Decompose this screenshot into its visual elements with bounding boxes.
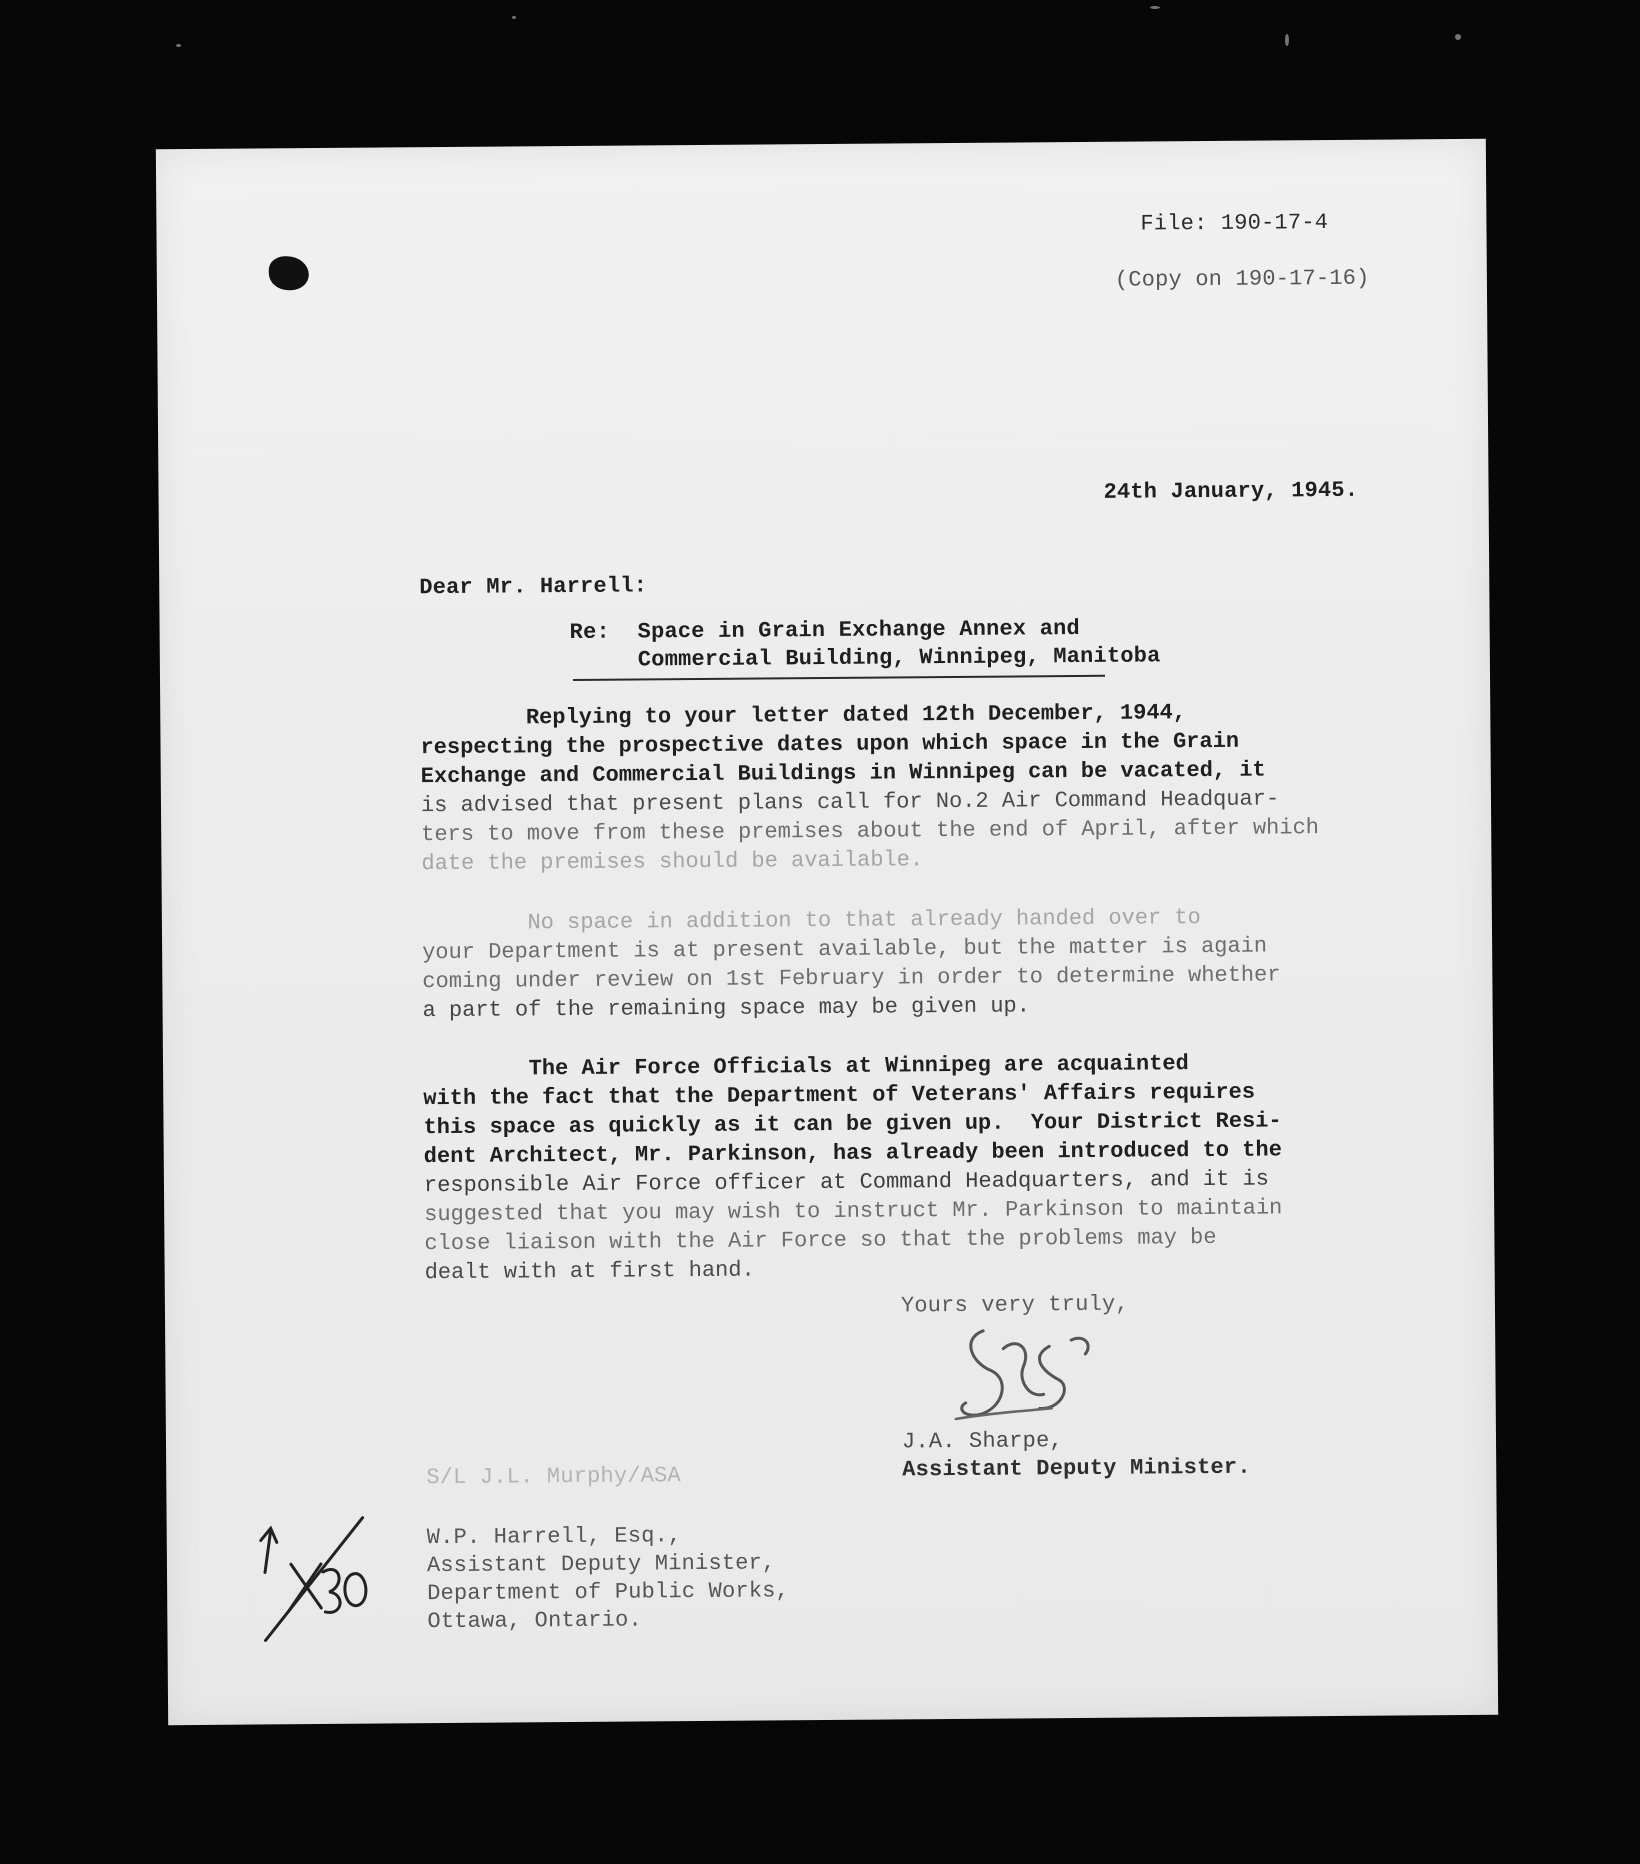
copy-note: (Copy on 190-17-16) xyxy=(1114,265,1370,293)
paragraph-line: Exchange and Commercial Buildings in Winnipeg can be vacated, it xyxy=(420,757,1266,790)
paragraph-line: close liaison with the Air Force so that the problems may be xyxy=(424,1224,1217,1257)
addressee-line-4: Ottawa, Ontario. xyxy=(427,1607,642,1635)
subject-underline xyxy=(573,675,1105,681)
paragraph-line: ters to move from these premises about the end of April, after which xyxy=(421,815,1320,848)
paragraph-line: dent Architect, Mr. Parkinson, has already been introduced to the xyxy=(423,1137,1282,1170)
paragraph-line: date the premises should be available. xyxy=(421,847,924,877)
letter-sheet xyxy=(156,139,1498,1725)
paragraph-line: The Air Force Officials at Winnipeg are acquainted xyxy=(422,1051,1189,1083)
paragraph-line: dealt with at first hand. xyxy=(424,1257,755,1286)
addressee-line-2: Assistant Deputy Minister, xyxy=(426,1550,776,1579)
addressee-line-1: W.P. Harrell, Esq., xyxy=(426,1523,682,1551)
re-subject-line-1: Space in Grain Exchange Annex and xyxy=(637,616,1081,645)
re-label: Re: xyxy=(569,619,610,646)
reference-initials: S/L J.L. Murphy/ASA xyxy=(426,1463,682,1491)
closing: Yours very truly, xyxy=(900,1291,1129,1319)
paragraph-line: with the fact that the Department of Veterans' Affairs requires xyxy=(423,1079,1256,1112)
salutation: Dear Mr. Harrell: xyxy=(419,573,648,601)
scan-dust xyxy=(512,16,516,19)
paragraph-line: responsible Air Force officer at Command Headquarters, and it is xyxy=(423,1166,1269,1199)
paragraph-3 xyxy=(423,1048,1385,1288)
addressee-line-3: Department of Public Works, xyxy=(427,1578,790,1607)
paragraph-1 xyxy=(420,697,1381,879)
ink-blot-mark xyxy=(269,256,309,290)
handwritten-margin-mark xyxy=(245,1511,386,1652)
paragraph-line: is advised that present plans call for No.2 Air Command Headquar- xyxy=(420,786,1280,819)
scan-dust xyxy=(176,44,181,47)
re-subject-line-2: Commercial Building, Winnipeg, Manitoba xyxy=(637,643,1161,673)
paragraph-line: respecting the prospective dates upon which space in the Grain xyxy=(420,728,1240,761)
letter-date: 24th January, 1945. xyxy=(1103,477,1359,505)
paragraph-line: No space in addition to that already handed over to xyxy=(421,905,1201,937)
paragraph-line: Replying to your letter dated 12th December, 1944, xyxy=(420,700,1187,732)
paragraph-line: coming under review on 1st February in order to determine whether xyxy=(422,962,1281,995)
paragraph-line: this space as quickly as it can be given up. Your District Resi- xyxy=(423,1108,1282,1141)
scan-dust xyxy=(1285,34,1289,46)
paragraph-line: a part of the remaining space may be given up. xyxy=(422,993,1030,1024)
paragraph-line: your Department is at present available, but the matter is again xyxy=(422,933,1268,966)
paragraph-2 xyxy=(422,902,1383,1026)
handwritten-signature xyxy=(931,1318,1122,1439)
scan-dust xyxy=(1455,34,1461,40)
scan-dust xyxy=(1150,6,1160,9)
signer-name: J.A. Sharpe, xyxy=(901,1428,1063,1455)
signer-title: Assistant Deputy Minister. xyxy=(902,1454,1251,1483)
paragraph-line: suggested that you may wish to instruct Mr. Parkinson to maintain xyxy=(424,1195,1283,1228)
file-number: File: 190-17-4 xyxy=(1140,210,1329,237)
